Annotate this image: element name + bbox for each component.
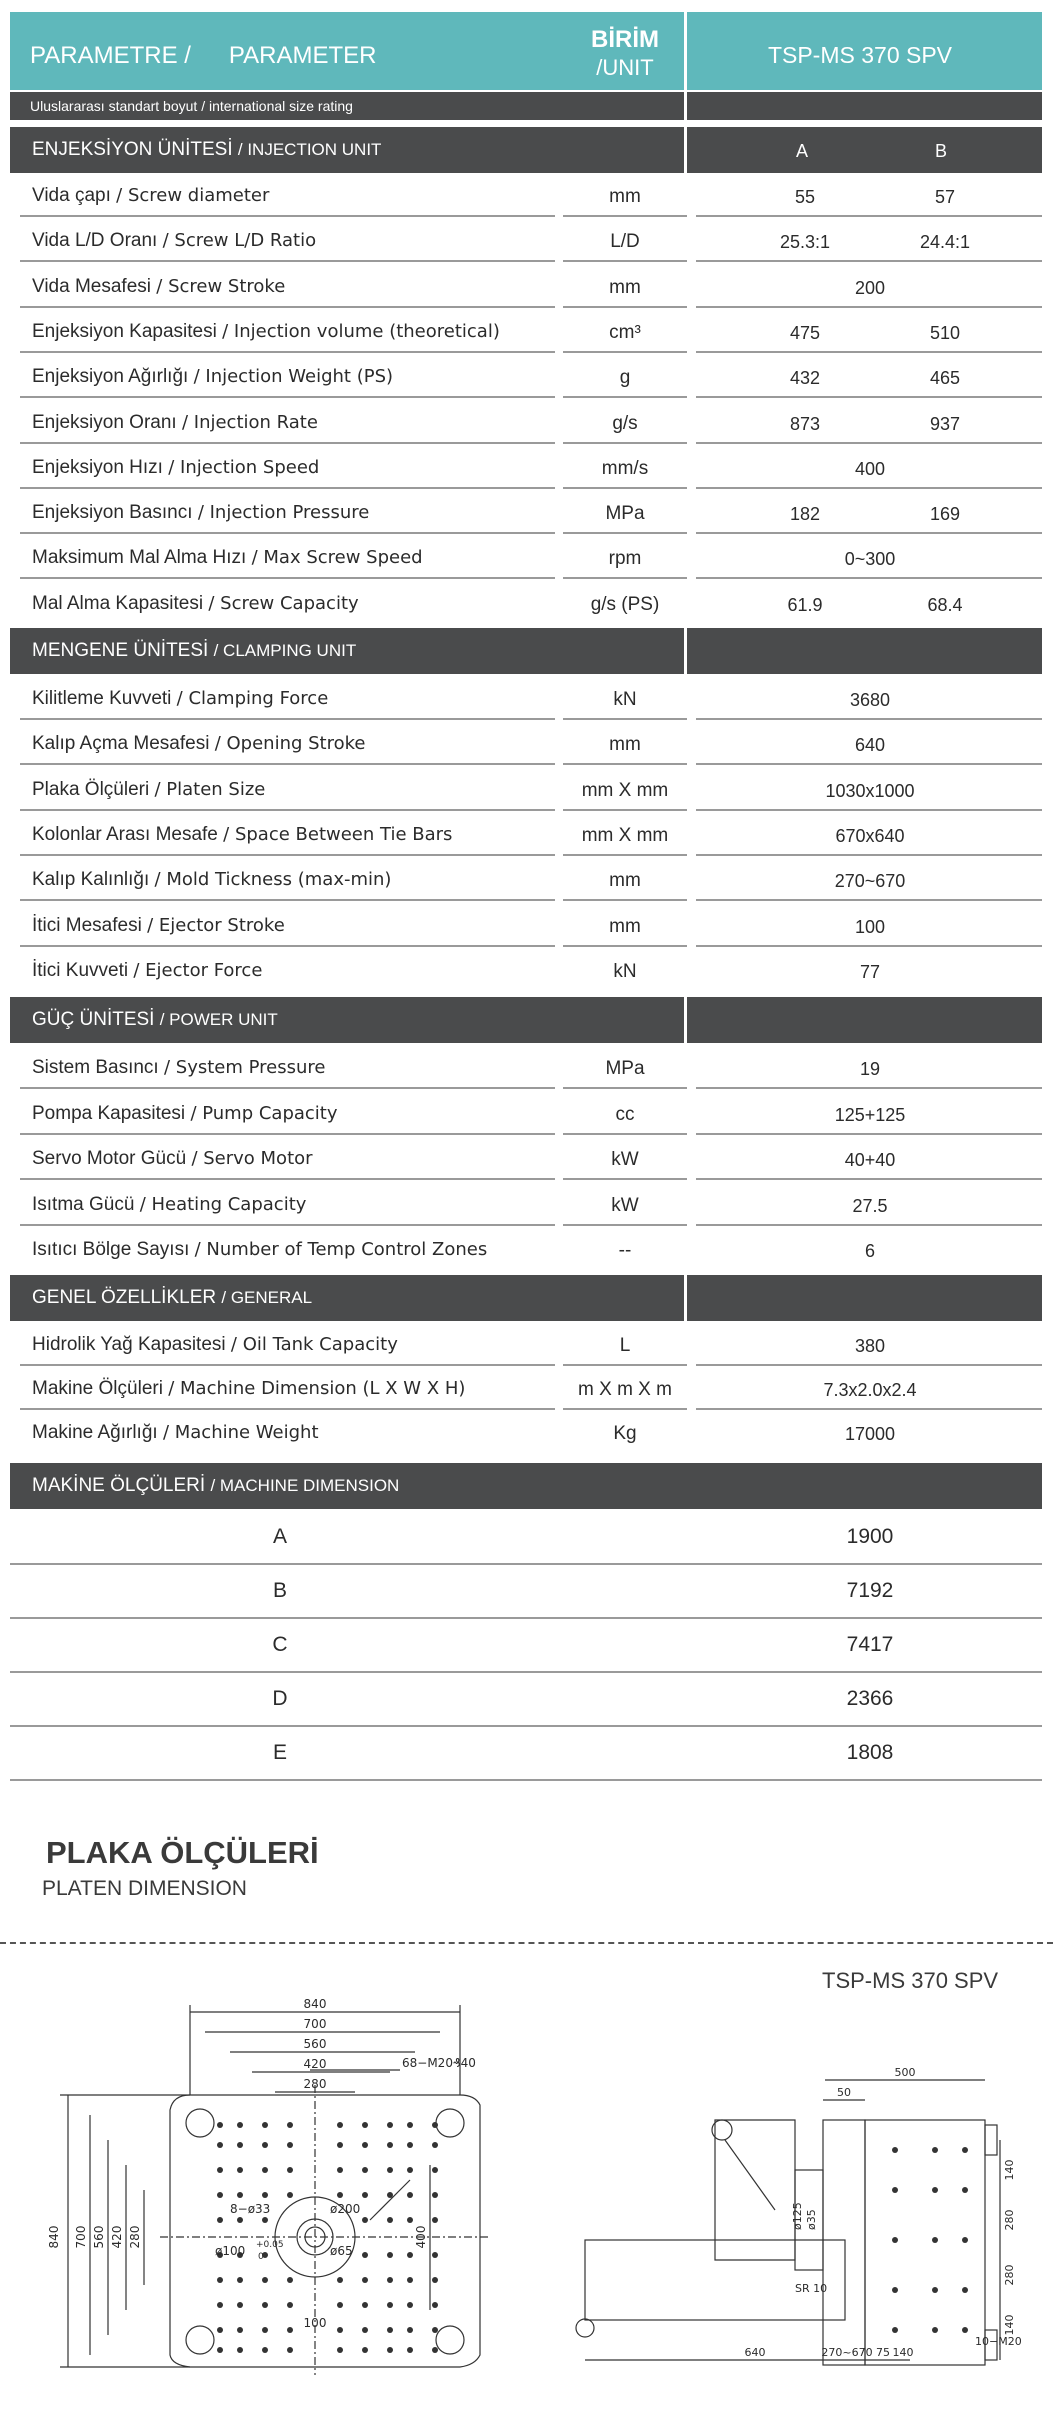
section-injection (10, 127, 1042, 173)
spec-unit: kW (611, 1149, 639, 1170)
mounting-hole (387, 2327, 393, 2333)
mounting-hole (362, 2167, 368, 2173)
spec-value-b: 937 (929, 413, 961, 434)
dimension-row (10, 1672, 1042, 1727)
holes-label: 68−M20₰40 (402, 2056, 476, 2070)
spec-unit: kN (613, 689, 637, 710)
spec-value-a: 432 (789, 368, 821, 389)
section-divider (0, 1942, 1053, 1944)
tol0-label: 0 (258, 2252, 264, 2262)
mounting-hole (262, 2347, 268, 2353)
spec-table-header (10, 12, 1042, 90)
spec-value-b: 169 (929, 504, 961, 525)
mounting-hole (287, 2327, 293, 2333)
spec-label: Servo Motor Gücü / Servo Motor (32, 1148, 313, 1169)
mounting-hole (262, 2327, 268, 2333)
spec-row (10, 309, 1042, 353)
spec-label: Vida L/D Oranı / Screw L/D Ratio (32, 230, 317, 252)
dim-560-width: 560 (303, 2037, 327, 2051)
mounting-hole (287, 2167, 293, 2173)
mounting-hole (337, 2347, 343, 2353)
dim-840-width: 840 (303, 1997, 327, 2011)
mounting-hole (287, 2122, 293, 2128)
spec-unit: rpm (608, 548, 642, 570)
spec-unit: cm³ (609, 321, 641, 343)
spec-unit: g (619, 367, 631, 389)
spec-row (10, 173, 1042, 217)
dim-700-height: 700 (74, 2225, 88, 2249)
dimension-key: C (272, 1633, 288, 1656)
spec-label: Pompa Kapasitesi / Pump Capacity (32, 1102, 338, 1124)
mounting-hole (262, 2167, 268, 2173)
dim-700-width: 700 (303, 2017, 327, 2031)
spec-value: 100 (854, 916, 886, 937)
section-title: MAKİNE ÖLÇÜLERİ / MACHINE DIMENSION (32, 1475, 400, 1496)
spec-label: Sistem Basıncı / System Pressure (32, 1057, 326, 1078)
side-d35-label: ø35 (805, 2209, 818, 2230)
spec-value: 19 (859, 1059, 881, 1079)
spec-value-b: 57 (934, 187, 956, 207)
mounting-hole (237, 2122, 243, 2128)
dimension-row (10, 1726, 1042, 1781)
section-dimension (10, 1463, 1042, 1509)
section-title: GENEL ÖZELLİKLER / GENERAL (32, 1287, 313, 1308)
spec-unit: mm X mm (581, 824, 669, 846)
spec-value: 0~300 (844, 549, 896, 570)
mounting-hole (337, 2277, 343, 2283)
mounting-hole (387, 2122, 393, 2128)
spec-row (10, 948, 1042, 992)
section-title: ENJEKSİYON ÜNİTESİ / INJECTION UNIT (32, 139, 382, 160)
mounting-hole (362, 2217, 368, 2223)
side-dim-140: 140 (892, 2346, 914, 2359)
dimension-row (10, 1618, 1042, 1673)
spec-row (10, 1045, 1042, 1089)
d65-label: ø65 (330, 2244, 353, 2258)
mounting-hole (337, 2142, 343, 2148)
dimension-key: E (272, 1741, 287, 1764)
spec-label: Enjeksiyon Kapasitesi / Injection volume (theoretical) (32, 320, 500, 342)
platen-side-drawing (565, 2060, 1035, 2390)
mounting-hole (387, 2252, 393, 2258)
spec-value: 7.3x2.0x2.4 (823, 1380, 917, 1400)
spec-value: 640 (854, 735, 886, 756)
mounting-hole (407, 2192, 413, 2198)
mounting-hole (432, 2277, 438, 2283)
mounting-hole (407, 2347, 413, 2353)
mounting-hole (237, 2192, 243, 2198)
spec-row (10, 676, 1042, 720)
spec-unit: mm (609, 734, 641, 756)
mounting-hole (387, 2347, 393, 2353)
mounting-hole (237, 2347, 243, 2353)
side-m20-label: 10−M20 (975, 2335, 1022, 2348)
mounting-hole (237, 2217, 243, 2223)
mounting-hole (262, 2122, 268, 2128)
mounting-hole (262, 2217, 268, 2223)
mounting-hole (217, 2327, 223, 2333)
mounting-hole (407, 2252, 413, 2258)
mounting-hole (362, 2252, 368, 2258)
mounting-hole (237, 2277, 243, 2283)
spec-label: Kalıp Açma Mesafesi / Opening Stroke (32, 733, 366, 755)
side-dim-640: 640 (744, 2346, 766, 2359)
tol-label: +0.05 (256, 2240, 284, 2250)
spec-value-b: 510 (929, 322, 961, 343)
mounting-hole (237, 2327, 243, 2333)
spec-row (10, 354, 1042, 398)
dimension-key: D (272, 1687, 288, 1710)
spec-value: 6 (864, 1241, 875, 1261)
mounting-hole (407, 2217, 413, 2223)
spec-row (10, 1410, 1042, 1454)
dim-420-width: 420 (303, 2057, 327, 2071)
mounting-hole (362, 2327, 368, 2333)
platen-front-drawing (40, 1975, 560, 2395)
mounting-hole (407, 2302, 413, 2308)
mounting-hole (217, 2277, 223, 2283)
mounting-hole (432, 2142, 438, 2148)
mounting-hole (217, 2142, 223, 2148)
spec-label: Kilitleme Kuvveti / Clamping Force (32, 688, 329, 709)
spec-row (10, 490, 1042, 534)
side-dim-500: 500 (894, 2066, 916, 2079)
spec-value: 380 (854, 1336, 886, 1356)
spec-label: Hidrolik Yağ Kapasitesi / Oil Tank Capacity (32, 1334, 398, 1355)
spec-value-a: 182 (789, 504, 821, 525)
spec-label: Enjeksiyon Ağırlığı / Injection Weight (PS) (32, 366, 394, 388)
spec-unit: mm (609, 276, 641, 298)
spec-row (10, 857, 1042, 901)
spec-row (10, 400, 1042, 444)
c100-label: 100 (303, 2316, 327, 2330)
spec-row (10, 1091, 1042, 1135)
spec-label: Enjeksiyon Hızı / Injection Speed (32, 456, 320, 478)
spec-label: Enjeksiyon Oranı / Injection Rate (32, 411, 318, 433)
dimension-row (10, 1510, 1042, 1565)
spec-label: Enjeksiyon Basıncı / Injection Pressure (32, 502, 370, 524)
size-rating-note: Uluslararası standart boyut / international size rating (10, 92, 1042, 120)
spec-value: 17000 (844, 1424, 896, 1444)
mounting-hole (387, 2217, 393, 2223)
mounting-hole (262, 2192, 268, 2198)
spec-row (10, 581, 1042, 625)
mounting-hole (407, 2327, 413, 2333)
mounting-hole (407, 2277, 413, 2283)
spec-unit: L/D (610, 231, 640, 253)
mounting-hole (217, 2192, 223, 2198)
spec-row (10, 1136, 1042, 1180)
spec-value-b: 24.4:1 (919, 232, 971, 253)
spec-value-b: 465 (929, 368, 961, 389)
spec-value-b: 68.4 (927, 594, 963, 615)
section-title: GÜÇ ÜNİTESİ / POWER UNIT (32, 1009, 278, 1030)
side-dim-270: 270~670 (821, 2346, 873, 2359)
section-power (10, 997, 1042, 1043)
spec-label: Vida Mesafesi / Screw Stroke (32, 275, 286, 297)
spec-label: Mal Alma Kapasitesi / Screw Capacity (32, 592, 359, 614)
spec-label: Makine Ölçüleri / Machine Dimension (L X W X H) (32, 1378, 466, 1399)
mounting-hole (432, 2192, 438, 2198)
unit-column-header: BİRİM /UNIT (591, 26, 659, 80)
spec-unit: kN (613, 960, 637, 982)
spec-value: 77 (859, 961, 881, 982)
mounting-hole (237, 2167, 243, 2173)
side-dim-75: 75 (876, 2346, 890, 2359)
spec-value-a: 61.9 (787, 594, 823, 615)
side-dim-140b: 140 (1003, 2314, 1016, 2336)
mounting-hole (217, 2167, 223, 2173)
mounting-hole (262, 2302, 268, 2308)
spec-unit: kW (611, 1194, 639, 1216)
column-b-header: B (935, 141, 948, 161)
dim-840-height: 840 (47, 2225, 61, 2249)
spec-value: 125+125 (834, 1104, 906, 1125)
spec-unit: mm (609, 870, 641, 892)
spec-unit: mm X mm (581, 779, 669, 801)
drawing-model-label: TSP-MS 370 SPV (822, 1968, 999, 1993)
spec-unit: m X m X m (578, 1379, 672, 1400)
side-sr-label: SR 10 (795, 2282, 828, 2295)
spec-unit: Kg (613, 1423, 637, 1444)
mounting-hole (432, 2122, 438, 2128)
spec-label: Plaka Ölçüleri / Platen Size (32, 778, 266, 800)
spec-row (10, 721, 1042, 765)
d200-label: ø200 (330, 2202, 361, 2216)
mounting-hole (432, 2167, 438, 2173)
mounting-hole (407, 2142, 413, 2148)
side-d125-label: ø125 (791, 2202, 804, 2230)
spec-unit: -- (618, 1240, 632, 1261)
spec-label: Kalıp Kalınlığı / Mold Tickness (max-min) (32, 869, 392, 891)
mounting-hole (262, 2142, 268, 2148)
mounting-hole (432, 2327, 438, 2333)
mounting-hole (337, 2327, 343, 2333)
mounting-hole (362, 2302, 368, 2308)
spec-label: İtici Mesafesi / Ejector Stroke (32, 914, 285, 936)
spec-unit: g/s (PS) (590, 593, 660, 615)
dimension-row (10, 1564, 1042, 1619)
dimension-value: 7192 (846, 1579, 894, 1602)
mounting-hole (287, 2347, 293, 2353)
spec-unit: g/s (612, 412, 638, 434)
dim-420-height: 420 (110, 2225, 124, 2249)
mounting-hole (217, 2217, 223, 2223)
spec-row (10, 218, 1042, 262)
mounting-hole (362, 2142, 368, 2148)
spec-value: 670x640 (835, 825, 905, 846)
side-dim-140a: 140 (1003, 2159, 1016, 2181)
dimension-key: B (272, 1579, 287, 1602)
dim-280-width: 280 (303, 2077, 327, 2091)
mounting-hole (287, 2142, 293, 2148)
mounting-hole (407, 2167, 413, 2173)
mounting-hole (387, 2192, 393, 2198)
mounting-hole (387, 2277, 393, 2283)
column-a-header: A (796, 141, 809, 161)
mounting-hole (362, 2122, 368, 2128)
spec-unit: L (619, 1335, 631, 1356)
d100-label: ø100 (215, 2244, 246, 2258)
spec-value: 27.5 (852, 1195, 888, 1216)
dimension-value: 1808 (846, 1741, 894, 1764)
spec-row (10, 445, 1042, 489)
section-general (10, 1275, 1042, 1321)
spec-row (10, 1182, 1042, 1226)
spec-value-a: 25.3:1 (779, 232, 831, 253)
mounting-hole (217, 2302, 223, 2308)
spec-row (10, 1227, 1042, 1271)
mounting-hole (362, 2347, 368, 2353)
platen-title: PLAKA ÖLÇÜLERİ (46, 1835, 319, 1870)
mounting-hole (432, 2252, 438, 2258)
spec-row (10, 1366, 1042, 1410)
spec-row (10, 767, 1042, 811)
mounting-hole (337, 2122, 343, 2128)
mounting-hole (287, 2302, 293, 2308)
mounting-hole (362, 2192, 368, 2198)
spec-label: Isıtıcı Bölge Sayısı / Number of Temp Control Zones (32, 1239, 488, 1260)
section-title: MENGENE ÜNİTESİ / CLAMPING UNIT (32, 640, 357, 661)
spec-row (10, 535, 1042, 579)
spec-unit: cc (615, 1103, 635, 1125)
mounting-hole (217, 2347, 223, 2353)
mounting-hole (432, 2302, 438, 2308)
mounting-hole (337, 2167, 343, 2173)
spec-value-a: 55 (794, 187, 816, 207)
spec-label: Maksimum Mal Alma Hızı / Max Screw Speed (32, 547, 423, 569)
section-clamping (10, 628, 1042, 674)
dim-280-height: 280 (128, 2225, 142, 2249)
spec-unit: MPa (605, 1058, 645, 1079)
mounting-hole (262, 2277, 268, 2283)
spec-row (10, 264, 1042, 308)
mounting-hole (362, 2277, 368, 2283)
spec-label: Kolonlar Arası Mesafe / Space Between Tie Bars (32, 823, 453, 845)
mounting-hole (387, 2167, 393, 2173)
spec-label: Vida çapı / Screw diameter (32, 185, 270, 206)
spec-unit: MPa (605, 503, 645, 525)
side-dim-50: 50 (837, 2086, 851, 2099)
dimension-value: 7417 (846, 1633, 894, 1656)
model-column-header: TSP-MS 370 SPV (767, 42, 953, 68)
spec-value: 1030x1000 (825, 780, 915, 801)
holes8-label: 8−ø33 (230, 2202, 271, 2216)
spec-label: Makine Ağırlığı / Machine Weight (32, 1422, 319, 1443)
mounting-hole (337, 2192, 343, 2198)
spec-value-a: 475 (789, 322, 821, 343)
mounting-hole (432, 2217, 438, 2223)
mounting-hole (237, 2142, 243, 2148)
spec-row (10, 1322, 1042, 1366)
parameter-column-header: PARAMETRE / PARAMETER (30, 42, 377, 69)
mounting-hole (287, 2277, 293, 2283)
spec-value: 400 (854, 458, 886, 479)
mounting-hole (337, 2302, 343, 2308)
mounting-hole (432, 2347, 438, 2353)
spec-unit: mm (609, 915, 641, 937)
dimension-key: A (272, 1525, 287, 1548)
platen-subtitle: PLATEN DIMENSION (42, 1877, 247, 1900)
dim-560-height: 560 (92, 2225, 106, 2249)
spec-value: 40+40 (844, 1150, 896, 1170)
spec-value: 3680 (849, 690, 891, 710)
spec-row (10, 812, 1042, 856)
dim-400-height: 400 (414, 2225, 428, 2249)
spec-value: 270~670 (834, 871, 906, 892)
mounting-hole (387, 2142, 393, 2148)
mounting-hole (237, 2302, 243, 2308)
dimension-value: 2366 (846, 1687, 894, 1710)
side-dim-280b: 280 (1003, 2264, 1016, 2286)
spec-unit: mm/s (601, 457, 649, 479)
mounting-hole (407, 2122, 413, 2128)
dimension-value: 1900 (846, 1525, 894, 1548)
spec-value-a: 873 (789, 413, 821, 434)
mounting-hole (287, 2192, 293, 2198)
mounting-hole (387, 2302, 393, 2308)
spec-unit: mm (609, 186, 641, 207)
side-dim-280a: 280 (1003, 2209, 1016, 2231)
spec-row (10, 903, 1042, 947)
spec-label: İtici Kuvveti / Ejector Force (32, 959, 263, 981)
spec-label: Isıtma Gücü / Heating Capacity (32, 1193, 307, 1215)
mounting-hole (217, 2122, 223, 2128)
spec-value: 200 (854, 277, 886, 298)
